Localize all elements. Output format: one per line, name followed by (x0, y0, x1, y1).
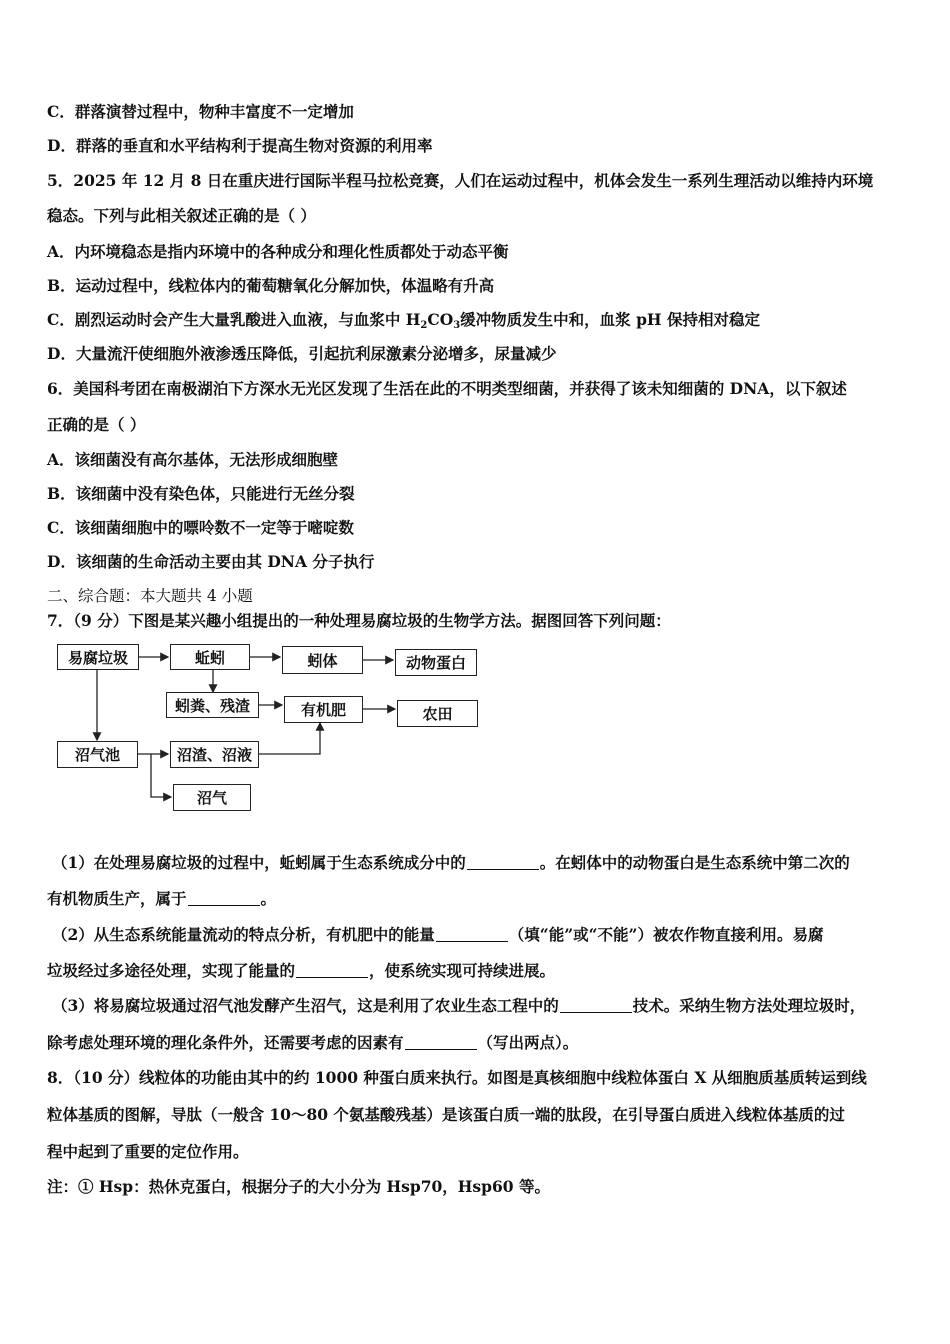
answer-blank[interactable] (405, 1034, 477, 1050)
q7-part1-line1: （1）在处理易腐垃圾的过程中，蚯蚓属于生态系统成分中的 。在蚓体中的动物蛋白是生态系统中第二次的 (52, 853, 850, 872)
q7-part3-line2: 除考虑处理环境的理化条件外，还需要考虑的因素有 （写出两点）。 (47, 1033, 579, 1052)
q6-stem-line2: 正确的是（ ） (47, 415, 146, 434)
node-earthworm: 蚯蚓 (170, 644, 250, 670)
node-biogas: 沼气 (173, 784, 251, 811)
section-heading: 二、综合题：本大题共 4 小题 (47, 587, 253, 605)
q8-stem-line1: 8．（10 分）线粒体的功能由其中的约 1000 种蛋白质来执行。如图是真核细胞中线粒体蛋白 X 从细胞质基质转运到线 (47, 1068, 867, 1087)
q4-option-c: C．群落演替过程中，物种丰富度不一定增加 (47, 102, 354, 121)
q7-part1-line2: 有机物质生产，属于 。 (47, 889, 277, 908)
node-worm-cast: 蚓粪、残渣 (166, 692, 259, 718)
q5-option-c: C．剧烈运动时会产生大量乳酸进入血液，与血浆中 $H_2CO_3$缓冲物质发生中和，血浆 pH 保持相对稳定 (47, 310, 760, 331)
q7-part2-line1: （2）从生态系统能量流动的特点分析，有机肥中的能量 （填“能”或“不能”）被农作物直接利用。易腐 (52, 925, 824, 944)
q8-note: 注：① Hsp：热休克蛋白，根据分子的大小分为 Hsp70，Hsp60 等。 (47, 1177, 550, 1196)
node-biogas-pool: 沼气池 (57, 741, 138, 768)
answer-blank[interactable] (296, 962, 368, 978)
node-farmland: 农田 (397, 700, 478, 727)
flow-diagram (55, 640, 485, 815)
q6-stem-line1: 6．美国科考团在南极湖泊下方深水无光区发现了生活在此的不明类型细菌，并获得了该未知细菌的 DNA，以下叙述 (47, 379, 847, 398)
q6-option-a: A．该细菌没有高尔基体，无法形成细胞壁 (47, 450, 339, 469)
node-organic-fertilizer: 有机肥 (284, 696, 363, 723)
q5-stem-line2: 稳态。下列与此相关叙述正确的是（ ） (47, 206, 316, 225)
q6-option-d: D．该细菌的生命活动主要由其 DNA 分子执行 (47, 552, 375, 571)
q8-stem-line2: 粒体基质的图解，导肽（一般含 10～80 个氨基酸残基）是该蛋白质一端的肽段，在引导蛋白质进入线粒体基质的过 (47, 1105, 845, 1124)
answer-blank[interactable] (467, 854, 539, 870)
q6-option-b: B．该细菌中没有染色体，只能进行无丝分裂 (47, 484, 355, 503)
q7-part3-line1: （3）将易腐垃圾通过沼气池发酵产生沼气，这是利用了农业生态工程中的 技术。采纳生物方法处理垃圾时， (52, 996, 866, 1015)
q8-stem-line3: 程中起到了重要的定位作用。 (47, 1142, 249, 1161)
node-animal-protein: 动物蛋白 (395, 649, 477, 676)
answer-blank[interactable] (560, 997, 632, 1013)
q6-option-c: C．该细菌细胞中的嘌呤数不一定等于嘧啶数 (47, 518, 354, 537)
answer-blank[interactable] (188, 890, 260, 906)
q5-option-b: B．运动过程中，线粒体内的葡萄糖氧化分解加快，体温略有升高 (47, 276, 495, 295)
q5-option-d: D．大量流汗使细胞外液渗透压降低，引起抗利尿激素分泌增多，尿量减少 (47, 344, 557, 363)
q5-stem-line1: 5．2025 年 12 月 8 日在重庆进行国际半程马拉松竞赛，人们在运动过程中，机体会发生一系列生理活动以维持内环境 (47, 171, 874, 190)
node-perishable-waste: 易腐垃圾 (57, 644, 139, 670)
answer-blank[interactable] (436, 926, 508, 942)
node-biogas-residue: 沼渣、沼液 (170, 741, 259, 768)
q5-option-a: A．内环境稳态是指内环境中的各种成分和理化性质都处于动态平衡 (47, 242, 509, 261)
q4-option-d: D．群落的垂直和水平结构利于提高生物对资源的利用率 (47, 136, 433, 155)
q7-stem: 7．（9 分）下图是某兴趣小组提出的一种处理易腐垃圾的生物学方法。据图回答下列问题： (47, 611, 671, 630)
q7-part2-line2: 垃圾经过多途径处理，实现了能量的 ，使系统实现可持续进展。 (47, 961, 556, 980)
node-worm-body: 蚓体 (282, 646, 363, 674)
